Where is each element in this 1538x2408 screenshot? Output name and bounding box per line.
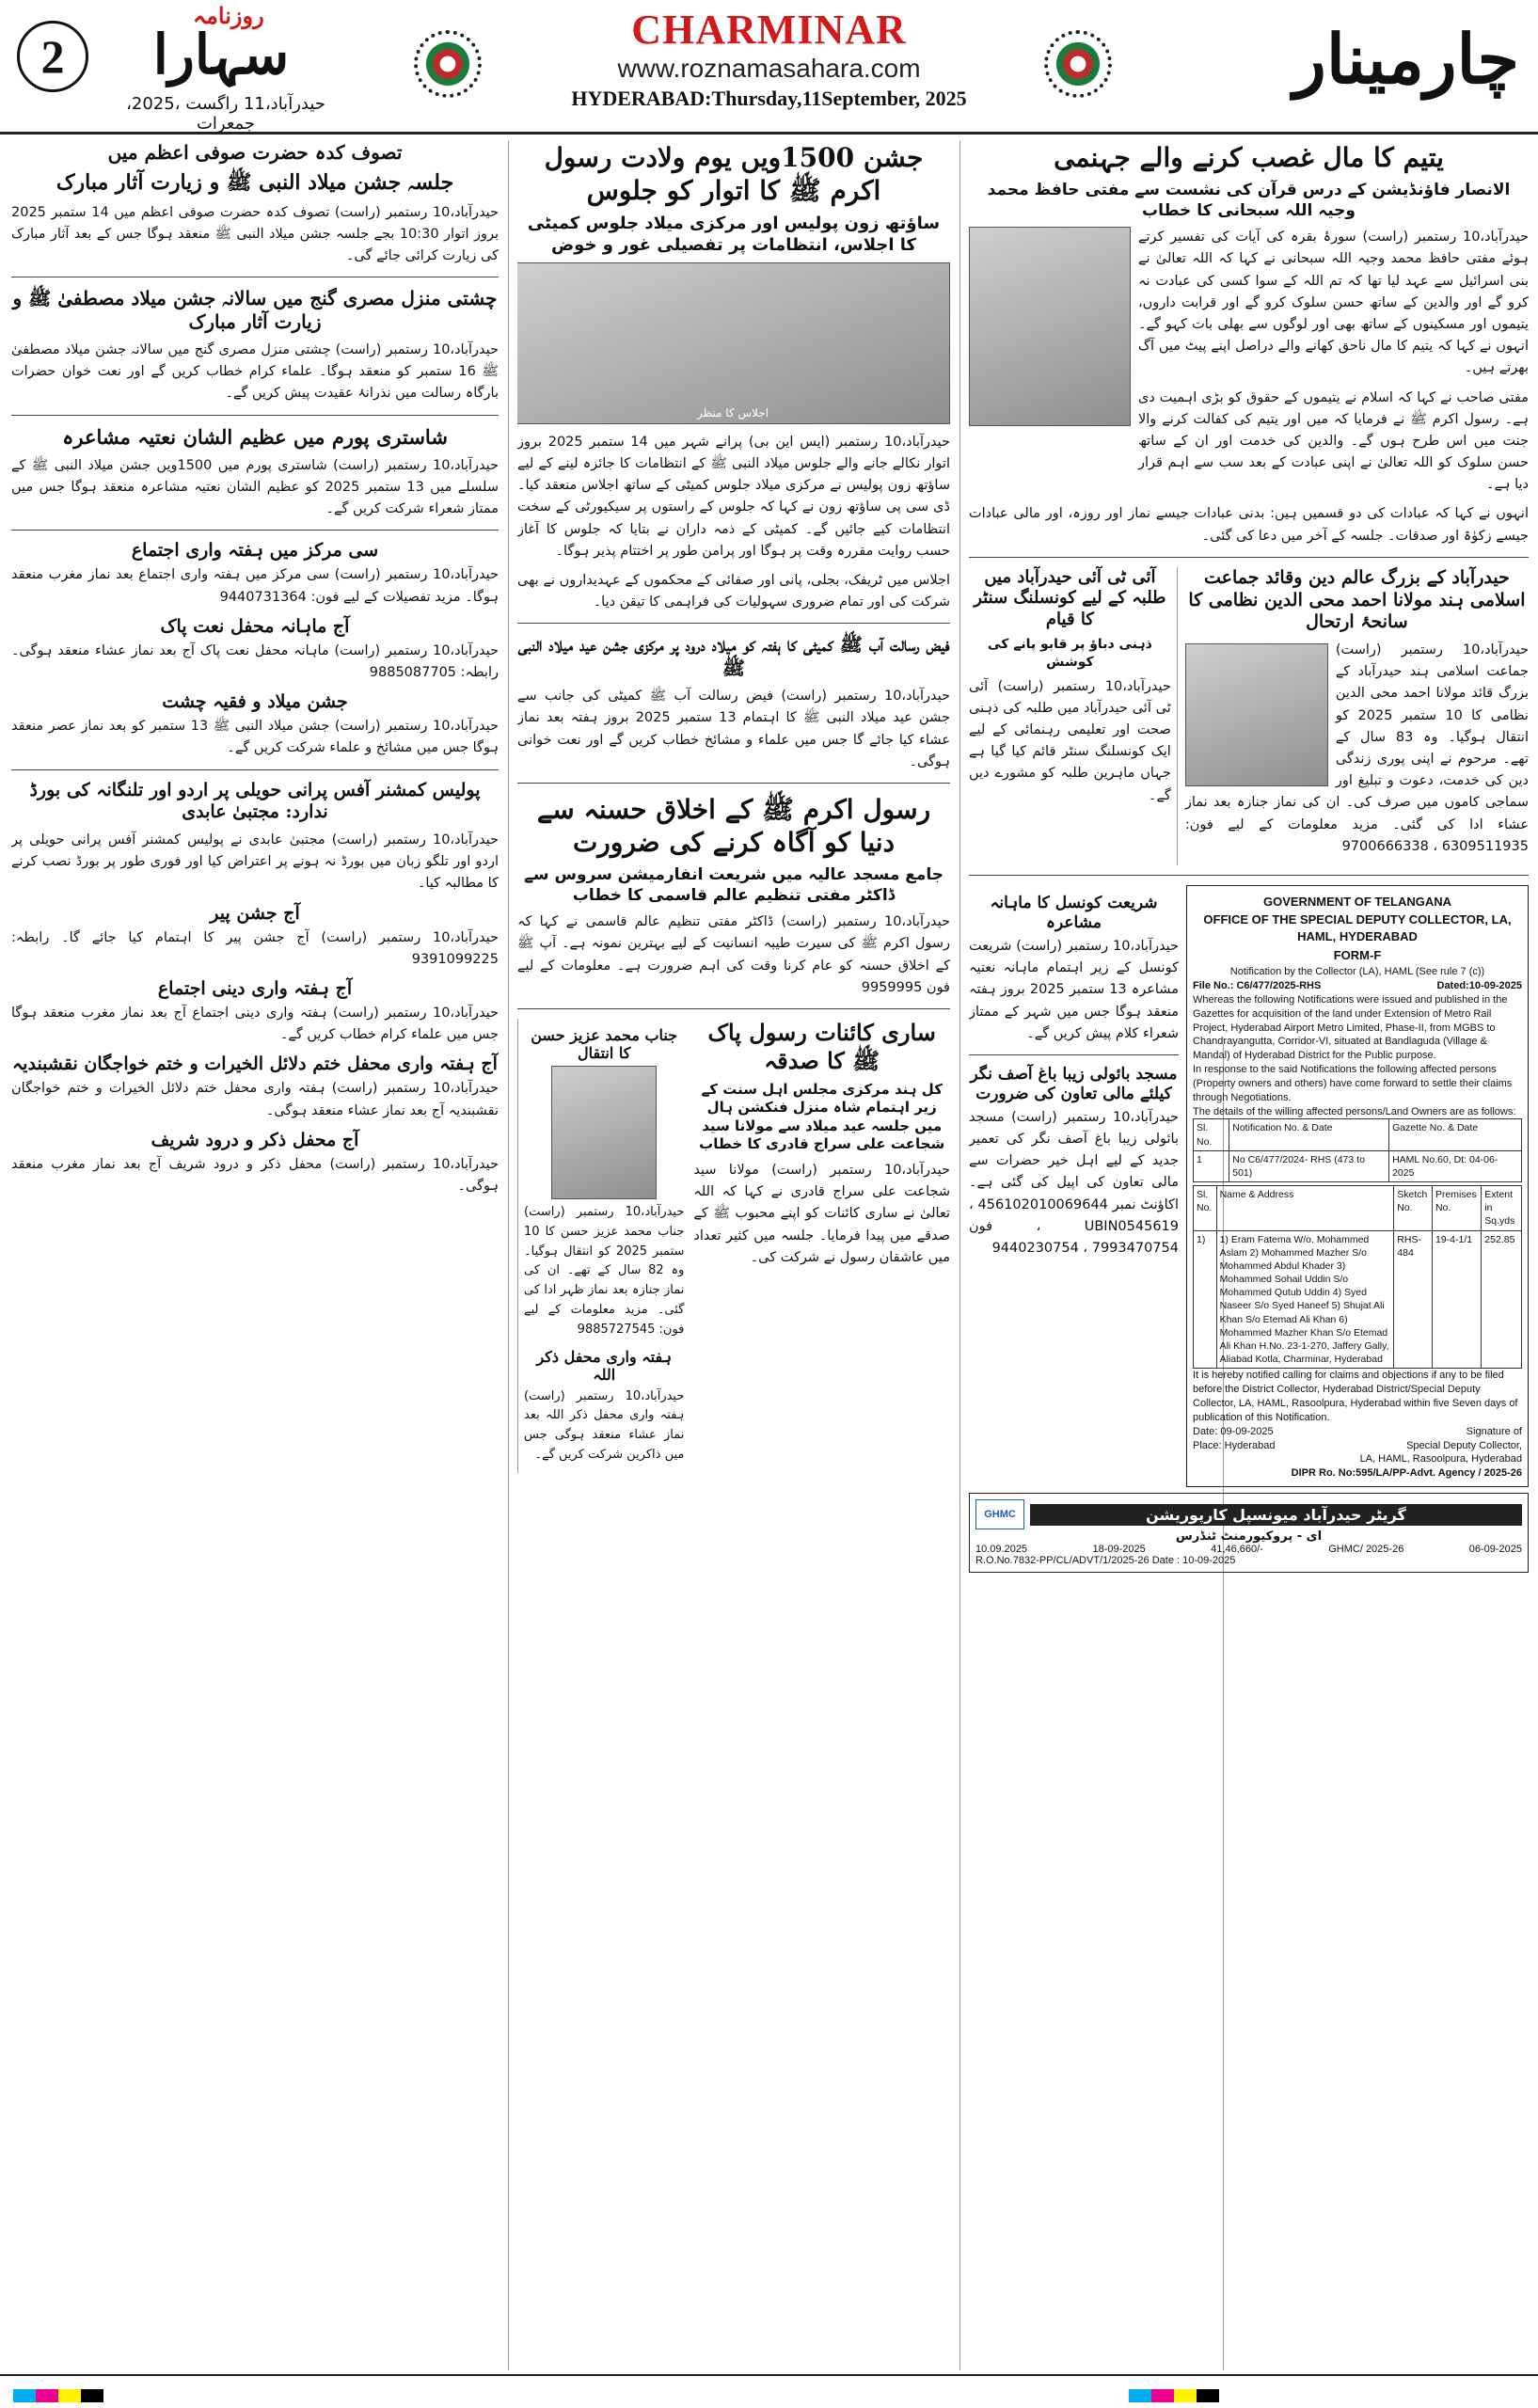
bottom-row	[969, 885, 1529, 1487]
table-header: Extent in Sq.yds	[1482, 1186, 1522, 1231]
lead-text	[1138, 227, 1529, 503]
sahara-logo-text: سہارا	[152, 23, 290, 87]
story-body: حیدرآباد،10 رستمبر (راست) مسجد بائولی زیبا باغ آصف نگر کی تعمیر جدید کے لیے اہل خیر حضرات سے مالی تعاون کی اپیل کی گئی ہے۔ اکاؤنٹ نمبر 456102010069644 ، UBIN0545619 ، فون 7993470754 ، 9440230754	[969, 1109, 1179, 1256]
story-body: حیدرآباد،10 رستمبر (ایس این بی) پرانے شہر میں 14 ستمبر 2025 بروز اتوار نکالے جانے والے جلوس میلاد النبی ﷺ کے انتظامات کا جائزہ لینے کے لیے ساؤتھ زون پولیس نے مرکزی میلاد جلوس کمیٹی کے ساتھ اجلاس منعقد کیا۔ ڈی سی پی ساؤتھ زون نے کہا کہ جلوس کے راستوں پر سیکیورٹی کے سخت انتظامات کیے جائیں گے۔ کمیٹی کے ذمہ داران نے بتایا کہ جلوس کا آغاز حسب روایت مقررہ وقت پر ہوگا اور پرامن طور پر اختتام پذیر ہوگا۔	[517, 434, 950, 559]
decorative-seal-icon	[414, 30, 482, 98]
sub-column	[693, 1019, 950, 1473]
bottom-row	[517, 1019, 950, 1473]
sahara-logo-badge: روزنامہ	[193, 4, 264, 29]
table-header: Gazette No. & Date	[1389, 1119, 1522, 1150]
story-headline: حیدرآباد کے بزرگ عالم دین وقائد جماعت اسلامی ہند مولانا احمد محی الدین نظامی کا سانحۂ ارتحال	[1188, 566, 1526, 633]
left-dateline: حیدرآباد،11 راگست ،2025، جمعرات	[126, 94, 325, 134]
story-headline: مسجد بائولی زیبا باغ آصف نگر کیلئے مالی تعاون کی ضرورت	[970, 1064, 1178, 1103]
meeting-photo	[517, 262, 950, 424]
ghmc-tender-ad	[969, 1493, 1529, 1573]
ghmc-logo: GHMC	[975, 1499, 1024, 1529]
middle-row	[969, 567, 1529, 865]
story-headline: چشتی منزل مصری گنج میں سالانہ جشن میلاد مصطفیٰ ﷺ و زیارت آثار مبارک	[12, 287, 498, 334]
photo-caption: اجلاس کا منظر	[696, 405, 769, 420]
story-headline: آج ہفتہ واری محفل ختم دلائل الخیرات و ختم خواجگان نقشبندیہ	[12, 1054, 498, 1075]
story-headline: آج جشن پیر	[210, 902, 300, 924]
notice-date: Date: 09-09-2025	[1193, 1425, 1274, 1437]
story-subheadline: جامع مسجد عالیہ میں شریعت انفارمیشن سروس سے ڈاکٹر مفتی تنظیم عالم قاسمی کا خطاب	[523, 865, 944, 906]
table-cell: 1) Eram Fatema W/o. Mohammed Aslam 2) Mohammed Mazher S/o Mohammed Abdul Khader 3) Mohammed Sohail Uddin S/o Mohammed Qutub Uddin 4) Syed Naseer S/o Syed Haneef 5) Shujat Ali Khan S/o Etemad Ali Khan 6) Mohammed Mazher Khan S/o Etemad Ali Khan H.No. 23-1-270, Jaffery Gally, Aliabad Kotla, Charminar, Hyderabad	[1216, 1230, 1394, 1369]
notice-file-no: File No.: C6/477/2025-RHS	[1193, 979, 1322, 991]
story-body: حیدرآباد،10 رستمبر (راست) چشتی منزل مصری گنج میں سالانہ جشن میلاد مصطفیٰ ﷺ 16 ستمبر کو منعقد ہوگا۔ علماء کرام خطاب کریں گے اور نعت خوان حضرات بارگاہ رسالت میں نذرانۂ عقیدت پیش کریں گے۔	[11, 342, 499, 402]
story-headline: شاستری پورم میں عظیم الشان نعتیہ مشاعرہ	[62, 424, 448, 449]
story-body: حیدرآباد،10 رستمبر (راست) سی مرکز میں ہفتہ واری اجتماع بعد نماز مغرب منعقد ہوگا۔ مزید تفصیلات کے لیے فون: 9440731364	[11, 567, 499, 605]
obituary-photo	[1185, 643, 1328, 786]
story-headline: آج ماہانہ محفل نعت پاک	[160, 615, 350, 637]
story-headline: آج محفل ذکر و درود شریف	[151, 1129, 359, 1150]
story-body: حیدرآباد،10 رستمبر (راست) آئی ٹی آئی حیدرآباد میں طلبہ کی ذہنی صحت اور تعلیمی رہنمائی کے لیے ایک کونسلنگ سنٹر قائم کیا گیا ہے جہاں ماہرین طلبہ کو مشورے دیں گے۔	[969, 678, 1171, 803]
table-header: Premises No.	[1432, 1186, 1481, 1231]
owners-table	[1193, 1185, 1522, 1369]
sub-column	[1185, 567, 1529, 865]
notice-gov: GOVERNMENT OF TELANGANA	[1262, 894, 1452, 909]
sahara-logo	[103, 4, 339, 92]
story-body: حیدرآباد،10 رستمبر (راست) جماعت اسلامی ہند حیدرآباد کے بزرگ قائد مولانا احمد محی الدین نظامی کا 10 ستمبر 2025 کو انتقال ہوگیا۔ وہ 83 سال کے تھے۔ مرحوم نے اپنی پوری زندگی دین کی خدمت، دعوت و تبلیغ اور سماجی کاموں میں صرف کی۔ ان کی نماز جنازہ بعد نماز عشاء ادا کی گئی۔ مزید معلومات کے لیے فون: 6309511935 ، 9700666338	[1184, 642, 1529, 854]
story-headline: فیض رسالت آب ﷺ کمیٹی کا ہفتہ کو میلاد درود پر مرکزی جشن عید میلاد النبی ﷺ	[517, 633, 950, 680]
ghmc-value: 18-09-2025	[1092, 1544, 1146, 1556]
story-subheadline: ذہنی دباؤ پر قابو پانے کی کوشش	[988, 637, 1152, 670]
story-headline: تصوف کدہ حضرت صوفی اعظم میں	[107, 141, 403, 164]
notice-notif: Notification by the Collector (LA), HAML (See rule 7 (c))	[1229, 966, 1485, 978]
story-body: حیدرآباد،10 رستمبر (راست) محفل ذکر و درود شریف آج بعد نماز مغرب منعقد ہوگی۔	[11, 1156, 499, 1194]
story-body: حیدرآباد،10 رستمبر (راست) تصوف کدہ حضرت صوفی اعظم میں 14 ستمبر 2025 بروز اتوار 10:30 بجے جلسہ جشن میلاد النبی ﷺ منعقد ہوگا جس کے بعد آثار مبارک کی زیارت کرائی جائے گی۔	[11, 204, 499, 263]
story-body: حیدرآباد،10 رستمبر (راست) مجتبیٰ عابدی نے پولیس کمشنر آفس پرانی حویلی پر اردو اور تلگو زبان میں بورڈ نہ ہونے پر اعتراض کیا اور فوری طور پر بورڈ نصب کرنے کا مطالبہ کیا۔	[11, 832, 499, 892]
column-left	[11, 141, 499, 2370]
story-body: حیدرآباد،10 رستمبر (راست) شاستری پورم میں 1500ویں جشن میلاد النبی ﷺ کے سلسلے میں 13 ستمبر 2025 کو عظیم الشان نعتیہ مشاعرہ منعقد ہوگا جس میں ممتاز شعراء شرکت کریں گے۔	[11, 457, 499, 517]
story-body: انہوں نے کہا کہ عبادات کی دو قسمیں ہیں: بدنی عبادات جیسے نماز اور روزہ، اور مالی عبادات جیسے زکوٰۃ اور صدقات۔ جلسہ کے آخر میں دعا کی گئی۔	[969, 506, 1529, 544]
story-headline: آئی ٹی آئی حیدرآباد میں طلبہ کے لیے کونسلنگ سنٹر کا قیام	[974, 566, 1166, 629]
ghmc-values	[975, 1544, 1522, 1555]
notification-table	[1193, 1118, 1522, 1182]
story-subheadline: کل ہند مرکزی مجلس اہل سنت کے زیر اہتمام شاہ منزل فنکشن ہال میں جلسہ عید میلاد سے مولانا سید شجاعت علی سراج قادری کا خطاب	[699, 1080, 945, 1153]
notice-dated: Dated:10-09-2025	[1436, 979, 1522, 991]
brand-title: CHARMINAR	[631, 7, 907, 53]
table-cell: No C6/477/2024- RHS (473 to 501)	[1229, 1150, 1389, 1181]
notice-office: OFFICE OF THE SPECIAL DEPUTY COLLECTOR, LA, HAML, HYDERABAD	[1203, 912, 1512, 944]
divider	[969, 557, 1529, 558]
table-header: Sl. No.	[1194, 1186, 1217, 1231]
divider	[517, 783, 950, 784]
table-cell: 252.85	[1482, 1230, 1522, 1369]
story-body: حیدرآباد،10 رستمبر (راست) ہفتہ واری محفل ختم دلائل الخیرات و ختم خواجگان نقشبندیہ آج بعد نماز عشاء منعقد ہوگی۔	[11, 1081, 499, 1118]
notice-file-row	[1193, 979, 1522, 993]
page-number: 2	[17, 21, 88, 92]
notice-closing: It is hereby notified calling for claims and objections if any to be filed before the District Collector, Hyderabad District/Special Deputy Collector, LA, HAML, Rasoolpura, Hyderabad within five Seven days of publication of this Notification.	[1193, 1370, 1518, 1423]
story-headline: سی مرکز میں ہفتہ واری اجتماع	[131, 540, 379, 562]
story-body: حیدرآباد،10 رستمبر (راست) جناب محمد عزیز حسن کا 10 ستمبر 2025 کو انتقال ہوگیا۔ وہ 82 سال کے تھے۔ ان کی نماز جنازہ بعد نماز ظہر ادا کی گئی۔ مزید معلومات کے لیے فون: 9885727545	[524, 1204, 685, 1337]
sub-column	[969, 567, 1178, 865]
notice-sign-line: LA, HAML, Rasoolpura, Hyderabad	[1359, 1453, 1522, 1465]
story-headline: پولیس کمشنر آفس پرانی حویلی پر اردو اور تلنگانہ کی بورڈ ندارد: مجتبیٰ عابدی	[29, 779, 481, 823]
charminar-logo: چارمینار	[1293, 19, 1519, 99]
story-headline: جناب محمد عزیز حسن کا انتقال	[531, 1025, 678, 1062]
notice-text: Whereas the following Notifications were issued and published in the Gazettes for acquisition of the land under Extension of Metro Rail Project, Hyderabad Airport Metro Limited, Phase-II, from MGBS to Chandrayangutta, Corridor-VI, situated at Bandlaguda (Village & Mandal) of Hyderabad District for the Public purpose.	[1193, 993, 1508, 1062]
table-header-row	[1194, 1186, 1522, 1231]
table-cell: HAML No.60, Dt: 04-06-2025	[1389, 1150, 1522, 1181]
story-body: مفتی صاحب نے کہا کہ اسلام نے یتیموں کے حقوق کو بڑی اہمیت دی ہے۔ رسول اکرم ﷺ نے فرمایا کہ میں اور یتیم کی کفالت کرنے والا جنت میں اس طرح ہوں گے۔ والدین کی خدمت اور ان کے ساتھ حسن سلوک کو اللہ تعالیٰ نے اپنی عبادت کے بعد سب سے اہم قرار دیا ہے۔	[1138, 389, 1529, 493]
notice-date-place	[1193, 1425, 1275, 1467]
speaker-photo	[969, 227, 1131, 426]
story-subheadline: الانصار فاؤنڈیشن کے درس قرآن کی نشست سے مفتی حافظ محمد وجیہ اللہ سبحانی کا خطاب	[987, 181, 1511, 221]
government-notice	[1186, 885, 1529, 1487]
color-registration-bar	[1129, 2389, 1219, 2402]
divider	[517, 1008, 950, 1009]
ghmc-sub: ای - پروکیورمنٹ ٹنڈرس	[1175, 1529, 1323, 1545]
table-row	[1194, 1230, 1522, 1369]
column-right	[969, 141, 1529, 2370]
ghmc-title: گریٹر حیدرآباد میونسپل کارپوریشن	[1030, 1504, 1522, 1526]
story-body: حیدرآباد،10 رستمبر (راست) مولانا سید شجاعت علی سراج قادری نے کہا کہ اللہ تعالیٰ نے ساری کائنات کو اپنے محبوب ﷺ کے صدقے میں پیدا فرمایا۔ جلسہ میں کثیر تعداد میں عاشقان رسول نے شرکت کی۔	[693, 1162, 950, 1265]
website-url[interactable]: www.roznamasahara.com	[617, 54, 921, 83]
sub-column	[517, 1019, 684, 1473]
table-cell: 1	[1194, 1150, 1229, 1181]
divider	[11, 415, 499, 416]
table-cell: RHS-484	[1394, 1230, 1433, 1369]
story-body: اجلاس میں ٹریفک، بجلی، پانی اور صفائی کے محکموں کے عہدیداروں نے بھی شرکت کی اور تمام ضروری سہولیات کی فراہمی کا تیقن دیا۔	[517, 572, 950, 610]
story-headline: جشن میلاد و فقیہ چشت	[162, 691, 348, 713]
story-subheadline: ساؤتھ زون پولیس اور مرکزی میلاد جلوس کمیٹی کا اجلاس، انتظامات پر تفصیلی غور و خوض	[527, 214, 941, 256]
ghmc-value: 41,46,660/-	[1211, 1544, 1263, 1556]
table-cell: 1)	[1194, 1230, 1217, 1369]
story-body: حیدرآباد،10 رستمبر (راست) آج جشن پیر کا اہتمام کیا جائے گا۔ رابطہ: 9391099225	[11, 929, 499, 967]
column-rule	[959, 141, 960, 2370]
page-footer	[0, 2374, 1538, 2408]
table-header: Sl. No.	[1194, 1119, 1229, 1150]
notice-text: The details of the willing affected persons/Land Owners are as follows:	[1193, 1105, 1516, 1117]
divider	[11, 530, 499, 531]
table-header: Notification No. & Date	[1229, 1119, 1389, 1150]
table-header-row	[1194, 1119, 1522, 1150]
story-body: حیدرآباد،10 رستمبر (راست) ڈاکٹر مفتی تنظیم عالم قاسمی نے کہا کہ رسول اکرم ﷺ کی سیرت طیبہ انسانیت کے لیے بہترین نمونہ ہے۔ آپ ﷺ کے اخلاق حسنہ کو عام کرنا وقت کی اہم ضرورت ہے۔ معلومات کے لیے فون 9959995	[517, 914, 950, 995]
notice-signature	[1360, 1425, 1522, 1467]
story-headline: جلسہ جشن میلاد النبی ﷺ و زیارت آثار مبارک	[55, 170, 454, 195]
portrait-photo	[551, 1066, 657, 1199]
color-registration-bar	[13, 2389, 103, 2402]
story-body: حیدرآباد،10 رستمبر (راست) ماہانہ محفل نعت پاک آج بعد نماز عشاء منعقد ہوگی۔ رابطہ: 9885087705	[11, 642, 499, 680]
divider	[969, 1054, 1179, 1055]
notice-sign-line: Special Deputy Collector,	[1406, 1439, 1522, 1451]
story-headline: شریعت کونسل کا ماہانہ مشاعرہ	[990, 893, 1158, 932]
table-cell: 19-4-1/1	[1432, 1230, 1481, 1369]
story-body: حیدرآباد،10 رستمبر (راست) شریعت کونسل کے زیر اہتمام ماہانہ نعتیہ مشاعرہ 13 ستمبر 2025 بروز ہفتہ منعقد ہوگا جس میں شہر کے ممتاز شعراء کلام پیش کریں گے۔	[969, 938, 1179, 1041]
divider	[11, 769, 499, 770]
story-headline: جشن 1500ویں یوم ولادت رسول اکرم ﷺ کا اتوار کو جلوس	[544, 142, 924, 206]
story-headline: ہفتہ واری محفل ذکر اللہ	[536, 1347, 672, 1384]
notice-form: FORM-F	[1333, 947, 1382, 962]
ghmc-header	[975, 1499, 1522, 1529]
sub-column	[969, 885, 1179, 1487]
table-row	[1194, 1150, 1522, 1181]
dateline: HYDERABAD:Thursday,11September, 2025	[571, 87, 967, 110]
story-headline: ساری کائنات رسول پاک ﷺ کا صدقہ	[707, 1018, 936, 1074]
ghmc-ro: R.O.No.7832-PP/CL/ADVT/1/2025-26 Date : 10-09-2025	[975, 1555, 1236, 1567]
notice-place: Place: Hyderabad	[1193, 1439, 1276, 1451]
divider	[969, 875, 1529, 876]
ghmc-value: 10.09.2025	[975, 1544, 1028, 1556]
divider	[517, 623, 950, 624]
column-rule	[508, 141, 509, 2370]
story-body: حیدرآباد،10 رستمبر (راست) سورۂ بقرہ کی آیات کی تفسیر کرتے ہوئے مفتی حافظ محمد وجیہ اللہ سبحانی نے کہا کہ اللہ تعالیٰ نے بنی اسرائیل سے عہد لیا تھا کہ تم اللہ کے سوا کسی کی عبادت نہ کرو گے اور والدین کے ساتھ حسن سلوک کرو گے اور قرابت داروں، یتیموں اور مسکینوں کے ساتھ بھی اور لوگوں سے بھلی بات کہو گے۔ انہوں نے کہا کہ یتیم کا مال ناحق کھانے والے دراصل اپنے پیٹ میں آگ بھرتے ہیں۔	[1138, 230, 1529, 376]
masthead-center	[522, 8, 1016, 113]
story-headline: یتیم کا مال غصب کرنے والے جہنمی	[1054, 142, 1444, 173]
column-middle	[517, 141, 950, 2370]
ghmc-value: GHMC/ 2025-26	[1328, 1544, 1404, 1556]
lead-story	[969, 227, 1529, 503]
story-body: حیدرآباد،10 رستمبر (راست) ہفتہ واری دینی اجتماع آج بعد نماز مغرب منعقد ہوگا جس میں علماء کرام خطاب کریں گے۔	[11, 1006, 499, 1043]
notice-sign-line: Signature of	[1466, 1425, 1522, 1437]
notice-text: In response to the said Notifications the following affected persons (Property owners and others) have come forward to settle their claims through Negotiations.	[1193, 1064, 1513, 1103]
ghmc-value: 06-09-2025	[1468, 1544, 1522, 1556]
story-body: حیدرآباد،10 رستمبر (راست) ہفتہ واری محفل ذکر اللہ بعد نماز عشاء منعقد ہوگی جس میں ذاکرین شرکت کریں گے۔	[524, 1388, 685, 1462]
story-headline: رسول اکرم ﷺ کے اخلاق حسنہ سے دنیا کو آگاہ کرنے کی ضرورت	[536, 794, 931, 859]
story-body: حیدرآباد،10 رستمبر (راست) فیض رسالت آب ﷺ کمیٹی کی جانب سے جشن عید میلاد النبی ﷺ کا اہتمام 13 ستمبر 2025 بروز ہفتہ بعد نماز عشاء کیا جائے گا جس میں علماء و مشائخ خطاب کریں گے اور نعت خوانی ہوگی۔	[517, 689, 950, 769]
table-header: Name & Address	[1216, 1186, 1394, 1231]
story-headline: آج ہفتہ واری دینی اجتماع	[157, 978, 353, 999]
masthead	[0, 0, 1538, 135]
notice-dipr: DIPR Ro. No:595/LA/PP-Advt. Agency / 2025-26	[1291, 1467, 1522, 1480]
notice-sign-row	[1193, 1425, 1522, 1467]
table-header: Sketch No.	[1394, 1186, 1433, 1231]
story-body: حیدرآباد،10 رستمبر (راست) جشن میلاد النبی ﷺ 13 ستمبر کو بعد نماز عصر منعقد ہوگا جس میں مشائخ و علماء شرکت کریں گے۔	[11, 719, 499, 756]
decorative-seal-icon	[1044, 30, 1112, 98]
